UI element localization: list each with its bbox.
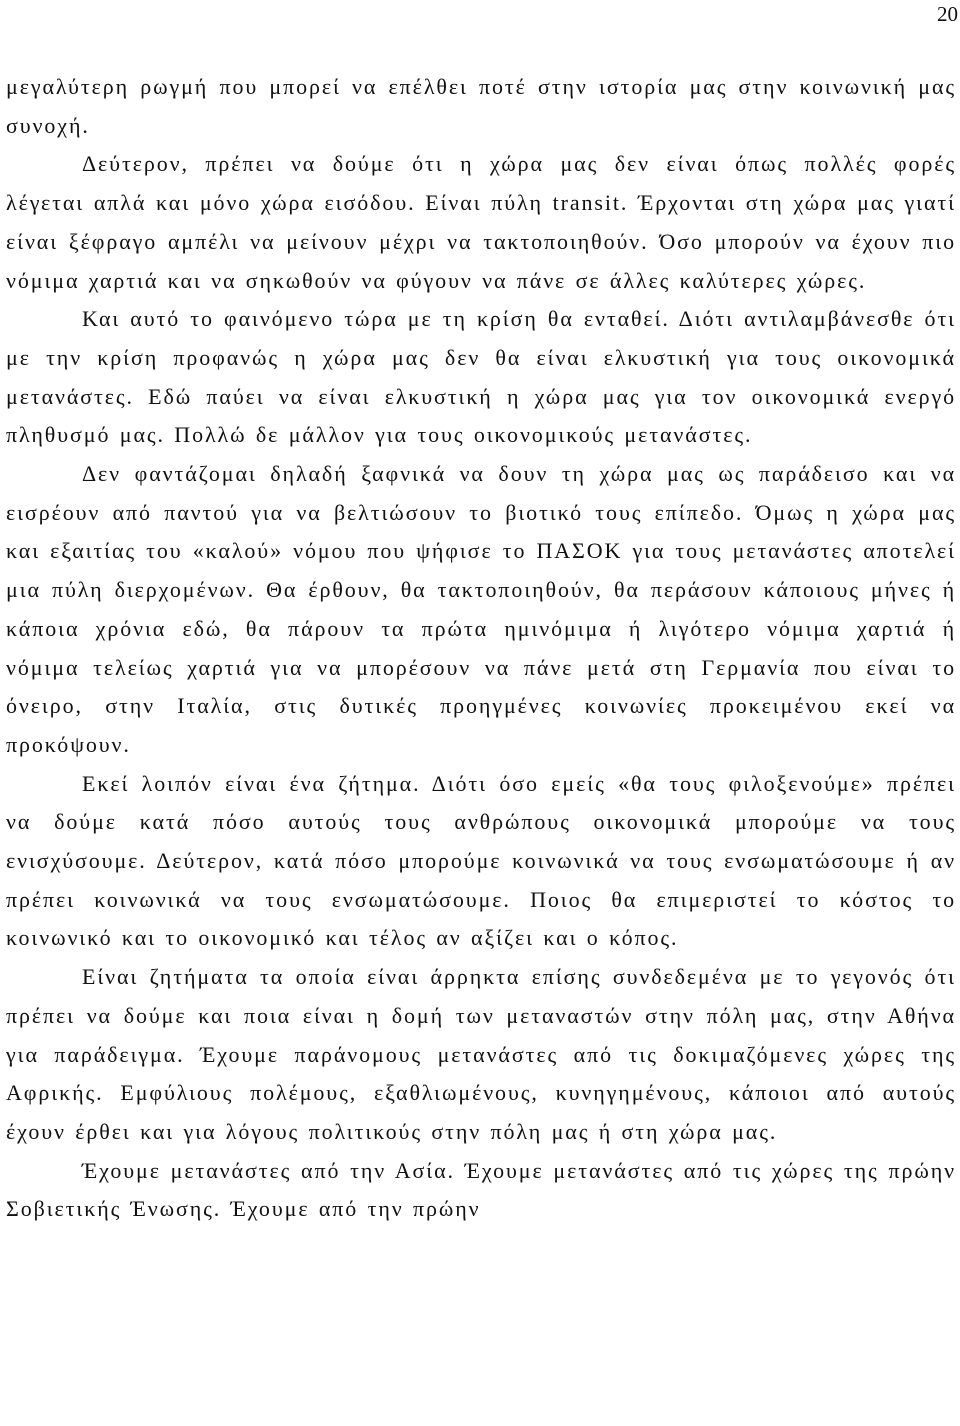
paragraph: Και αυτό το φαινόμενο τώρα με τη κρίση θα ενταθεί. Διότι αντιλαμβάνεσθε ότι με την κρίση προφανώς η χώρα μας δεν θα είναι ελκυστική για τους οικονομικά μετανάστες. Εδώ παύει να είναι ελκυστική η χώρα μας για τον οικονομικά ενεργό πληθυσμό μας. Πολλώ δε μάλλον για τους οικονομικούς μετανάστες. [6,306,956,448]
paragraph: Εκεί λοιπόν είναι ένα ζήτημα. Διότι όσο εμείς «θα τους φιλοξενούμε» πρέπει να δούμε κατά πόσο αυτούς τους ανθρώπους οικονομικά μπορούμε να τους ενισχύσουμε. Δεύτερον, κατά πόσο μπορούμε κοινωνικά να τους ενσωματώσουμε ή αν πρέπει κοινωνικά να τους ενσωματώσουμε. Ποιος θα επιμεριστεί το κόστος το κοινωνικό και το οικονομικό και τέλος αν αξίζει και ο κόπος. [6,770,956,951]
paragraph: Είναι ζητήματα τα οποία είναι άρρηκτα επίσης συνδεδεμένα με το γεγονός ότι πρέπει να δούμε και ποια είναι η δομή των μεταναστών στην πόλη μας, στην Αθήνα για παράδειγμα. Έχουμε παράνομους μετανάστες από τις δοκιμαζόμενες χώρες της Αφρικής. Εμφύλιους πολέμους, εξαθλιωμένους, κυνηγημένους, κάποιοι από αυτούς έχουν έρθει και για λόγους πολιτικούς στην πόλη μας ή στη χώρα μας. [6,964,956,1144]
paragraph: Δεύτερον, πρέπει να δούμε ότι η χώρα μας δεν είναι όπως πολλές φορές λέγεται απλά και μόνο χώρα εισόδου. Είναι πύλη transit. Έρχονται στη χώρα μας γιατί είναι ξέφραγο αμπέλι να μείνουν μέχρι να τακτοποιηθούν. Όσο μπορούν να έχουν πιο νόμιμα χαρτιά και να σηκωθούν να φύγουν να πάνε σε άλλες καλύτερες χώρες. [6,151,956,293]
page-body [6,68,956,1229]
paragraph: Έχουμε μετανάστες από την Ασία. Έχουμε μετανάστες από τις χώρες της πρώην Σοβιετικής Ένωσης. Έχουμε από την πρώην [6,1157,956,1222]
page-number: 20 [937,2,958,26]
paragraph: Δεν φαντάζομαι δηλαδή ξαφνικά να δουν τη χώρα μας ως παράδεισο και να εισρέουν από παντού για να βελτιώσουν το βιοτικό τους επίπεδο. Όμως η χώρα μας και εξαιτίας του «καλού» νόμου που ψήφισε το ΠΑΣΟΚ για τους μετανάστες αποτελεί μια πύλη διερχομένων. Θα έρθουν, θα τακτοποιηθούν, θα περάσουν κάποιους μήνες ή κάποια χρόνια εδώ, θα πάρουν τα πρώτα ημινόμιμα ή λιγότερο νόμιμα χαρτιά ή νόμιμα τελείως χαρτιά για να μπορέσουν να πάνε μετά στη Γερμανία που είναι το όνειρο, στην Ιταλία, στις δυτικές προηγμένες κοινωνίες προκειμένου εκεί να προκόψουν. [6,461,956,757]
paragraph: μεγαλύτερη ρωγμή που μπορεί να επέλθει ποτέ στην ιστορία μας στην κοινωνική μας συνοχή. [6,74,956,138]
